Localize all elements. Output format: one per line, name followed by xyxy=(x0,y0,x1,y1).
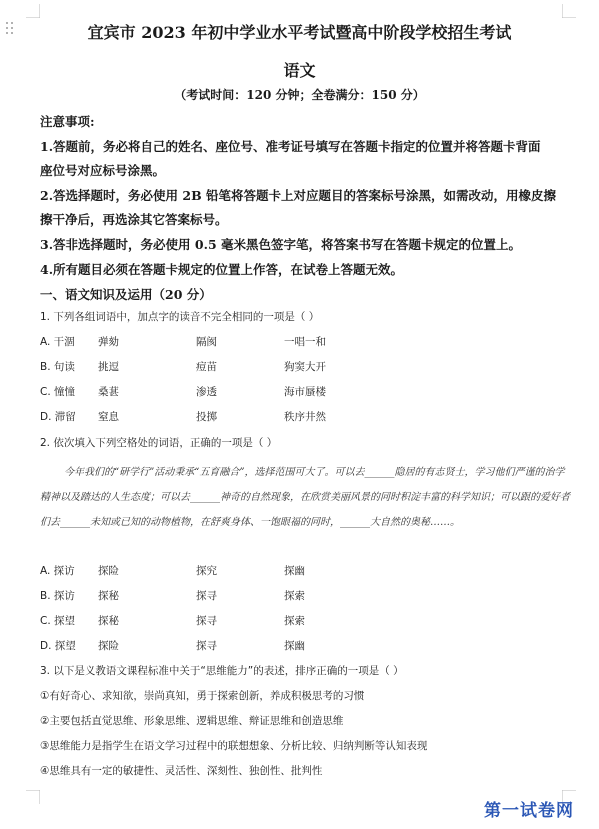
option-word: 探秘 xyxy=(98,590,119,602)
question-2-stem: 2. 依次填入下列空格处的词语，正确的一项是（ ） xyxy=(40,437,278,449)
notice-item: 4.所有题目必须在答题卡规定的位置上作答，在试卷上答题无效。 xyxy=(40,262,404,277)
option-word: 海市蜃楼 xyxy=(284,386,326,398)
q3-statement-3: ③思维能力是指学生在语文学习过程中的联想想象、分析比较、归纳判断等认知表现 xyxy=(40,740,428,752)
option-word: 投掷 xyxy=(196,411,217,423)
option-word: 探秘 xyxy=(98,615,119,627)
crop-mark-bottom-left xyxy=(26,790,40,804)
option-word: 探索 xyxy=(284,615,305,627)
option-word: 桑葚 xyxy=(98,386,119,398)
notice-item: 1.答题前，务必将自己的姓名、座位号、准考证号填写在答题卡指定的位置并将答题卡背面 xyxy=(40,139,541,154)
option-word: 挑逗 xyxy=(98,361,119,373)
subject-title: 语文 xyxy=(283,61,316,80)
option-label: D. 滞留 xyxy=(40,411,76,423)
option-label: D. 探望 xyxy=(40,640,76,652)
crop-mark-top-right xyxy=(562,4,576,18)
option-label: C. 憧憧 xyxy=(40,386,76,398)
crop-mark-top-left xyxy=(26,4,40,18)
option-word: 窒息 xyxy=(98,411,119,423)
option-word: 隔阂 xyxy=(196,336,217,348)
option-word: 探幽 xyxy=(284,565,305,577)
option-word: 秩序井然 xyxy=(284,411,326,423)
notice-heading: 注意事项: xyxy=(40,114,95,129)
option-word: 探险 xyxy=(98,565,119,577)
option-label: B. 句读 xyxy=(40,361,75,373)
option-label: C. 探望 xyxy=(40,615,76,627)
option-word: 狗窦大开 xyxy=(284,361,326,373)
option-word: 渗透 xyxy=(196,386,217,398)
notice-item: 擦干净后，再选涂其它答案标号。 xyxy=(40,212,228,227)
option-label: A. 探访 xyxy=(40,565,75,577)
option-word: 探幽 xyxy=(284,640,305,652)
option-label: A. 干涸 xyxy=(40,336,75,348)
option-word: 弹劾 xyxy=(98,336,119,348)
option-word: 探索 xyxy=(284,590,305,602)
site-watermark: 第一试卷网 xyxy=(484,801,574,821)
option-word: 痘苗 xyxy=(196,361,217,373)
question-1-stem: 1. 下列各组词语中，加点字的读音不完全相同的一项是（ ） xyxy=(40,311,320,323)
option-word: 探寻 xyxy=(196,590,217,602)
q3-statement-4: ④思维具有一定的敏捷性、灵活性、深刻性、独创性、批判性 xyxy=(40,765,323,777)
option-word: 探究 xyxy=(196,565,217,577)
notice-item: 2.答选择题时，务必使用 2B 铅笔将答题卡上对应题目的答案标号涂黑，如需改动，用橡皮擦 xyxy=(40,188,557,203)
section-heading: 一、语文知识及运用（20 分） xyxy=(40,287,212,302)
exam-title: 宜宾市 2023 年初中学业水平考试暨高中阶段学校招生考试 xyxy=(87,23,512,42)
question-3-stem: 3. 以下是义教语文课程标准中关于“思维能力”的表述，排序正确的一项是（ ） xyxy=(40,665,404,677)
option-word: 探寻 xyxy=(196,615,217,627)
notice-item: 座位号对应标号涂黑。 xyxy=(40,163,166,178)
question-2-passage: 今年我们的“研学行”活动秉承“五育融合”，选择范围可大了。可以去______隐居的有志贤士，学习他们严谨的治学精神以及踏达的人生态度；可以去______神奇的自然现象，在欣赏美丽风景的同时积淀丰富的科学知识；可以跟的爱好者们去______未知或已知的动物植物，在舒爽身体、一饱眼福的同时，______大自然的奥秘……。 xyxy=(40,467,570,528)
option-label: B. 探访 xyxy=(40,590,75,602)
q3-statement-2: ②主要包括直觉思维、形象思维、逻辑思维、辩证思维和创造思维 xyxy=(40,715,344,727)
option-word: 探险 xyxy=(98,640,119,652)
option-word: 一唱一和 xyxy=(284,336,326,348)
q3-statement-1: ①有好奇心、求知欲，崇尚真知，勇于探索创新，养成积极思考的习惯 xyxy=(40,690,365,702)
option-word: 探寻 xyxy=(196,640,217,652)
notice-item: 3.答非选择题时，务必使用 0.5 毫米黑色签字笔，将答案书写在答题卡规定的位置上。 xyxy=(40,237,522,252)
exam-info: （考试时间：120 分钟；全卷满分：150 分） xyxy=(174,88,425,102)
